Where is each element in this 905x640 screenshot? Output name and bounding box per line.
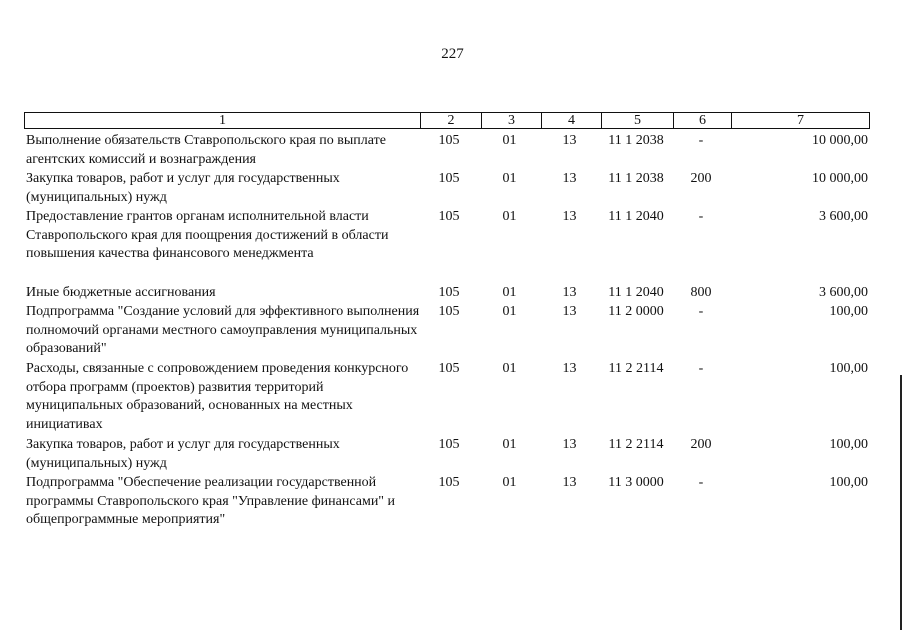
row-col-2: 105: [438, 133, 460, 148]
row-col-7: 100,00: [829, 437, 868, 452]
row-col-4: 13: [562, 475, 577, 490]
row-col-4: 13: [562, 171, 577, 186]
row-name: Выполнение обязательств Ставропольского края по выплате агентских комиссий и вознаграждения: [26, 133, 386, 167]
row-col-2: 105: [438, 304, 460, 319]
page-number: 227: [441, 46, 464, 62]
row-col-4: 13: [562, 133, 577, 148]
row-col-3: 01: [502, 285, 517, 300]
header-col-2: 2: [420, 113, 481, 128]
scan-edge-line: [900, 375, 902, 630]
row-col-5: 11 1 2040: [608, 209, 664, 224]
row-col-6: 200: [690, 437, 712, 452]
row-col-3: 01: [502, 171, 517, 186]
row-name: Закупка товаров, работ и услуг для государственных (муниципальных) нужд: [26, 437, 340, 471]
row-col-6: -: [698, 133, 704, 148]
row-col-2: 105: [438, 361, 460, 376]
row-col-6: 200: [690, 171, 712, 186]
header-col-5: 5: [601, 113, 673, 128]
row-col-5: 11 2 0000: [608, 304, 664, 319]
row-col-3: 01: [502, 475, 517, 490]
row-name: Иные бюджетные ассигнования: [26, 285, 216, 300]
row-col-3: 01: [502, 437, 517, 452]
header-col-6: 6: [673, 113, 731, 128]
row-col-2: 105: [438, 437, 460, 452]
row-col-4: 13: [562, 304, 577, 319]
row-col-5: 11 1 2040: [608, 285, 664, 300]
row-col-3: 01: [502, 133, 517, 148]
row-col-2: 105: [438, 285, 460, 300]
row-col-3: 01: [502, 209, 517, 224]
row-col-4: 13: [562, 285, 577, 300]
row-col-5: 11 2 2114: [608, 361, 664, 376]
header-col-4: 4: [541, 113, 601, 128]
row-col-7: 100,00: [829, 304, 868, 319]
row-col-6: -: [698, 361, 704, 376]
header-col-1: 1: [219, 113, 226, 128]
row-col-5: 11 3 0000: [608, 475, 664, 490]
row-col-7: 100,00: [829, 475, 868, 490]
row-col-4: 13: [562, 437, 577, 452]
row-col-7: 100,00: [829, 361, 868, 376]
row-col-2: 105: [438, 209, 460, 224]
row-col-4: 13: [562, 361, 577, 376]
header-col-3: 3: [481, 113, 541, 128]
row-col-5: 11 1 2038: [608, 133, 664, 148]
row-col-3: 01: [502, 304, 517, 319]
header-col-7: 7: [731, 113, 869, 128]
row-col-5: 11 1 2038: [608, 171, 664, 186]
row-name: Закупка товаров, работ и услуг для государственных (муниципальных) нужд: [26, 171, 340, 205]
row-col-3: 01: [502, 361, 517, 376]
row-col-7: 3 600,00: [819, 285, 868, 300]
row-col-4: 13: [562, 209, 577, 224]
row-name: Подпрограмма "Обеспечение реализации государственной программы Ставропольского края "Управление финансами" и общепрограммные мероприятия": [26, 475, 396, 527]
row-col-2: 105: [438, 475, 460, 490]
table-header: [24, 112, 870, 129]
row-col-6: -: [698, 304, 704, 319]
row-name: Подпрограмма "Создание условий для эффективного выполнения полномочий органами местного самоуправления муниципальных образований": [26, 304, 420, 356]
row-col-6: -: [698, 475, 704, 490]
row-col-6: 800: [690, 285, 712, 300]
row-col-2: 105: [438, 171, 460, 186]
row-name: Предоставление грантов органам исполнительной власти Ставропольского края для поощрения достижений в области повышения качества финансового менеджмента: [26, 209, 389, 261]
row-col-5: 11 2 2114: [608, 437, 664, 452]
row-col-7: 3 600,00: [819, 209, 868, 224]
row-col-7: 10 000,00: [812, 171, 868, 186]
row-col-6: -: [698, 209, 704, 224]
row-col-7: 10 000,00: [812, 133, 868, 148]
row-name: Расходы, связанные с сопровождением проведения конкурсного отбора программ (проектов) развития территорий муниципальных образований, основанных на местных инициативах: [26, 361, 409, 432]
